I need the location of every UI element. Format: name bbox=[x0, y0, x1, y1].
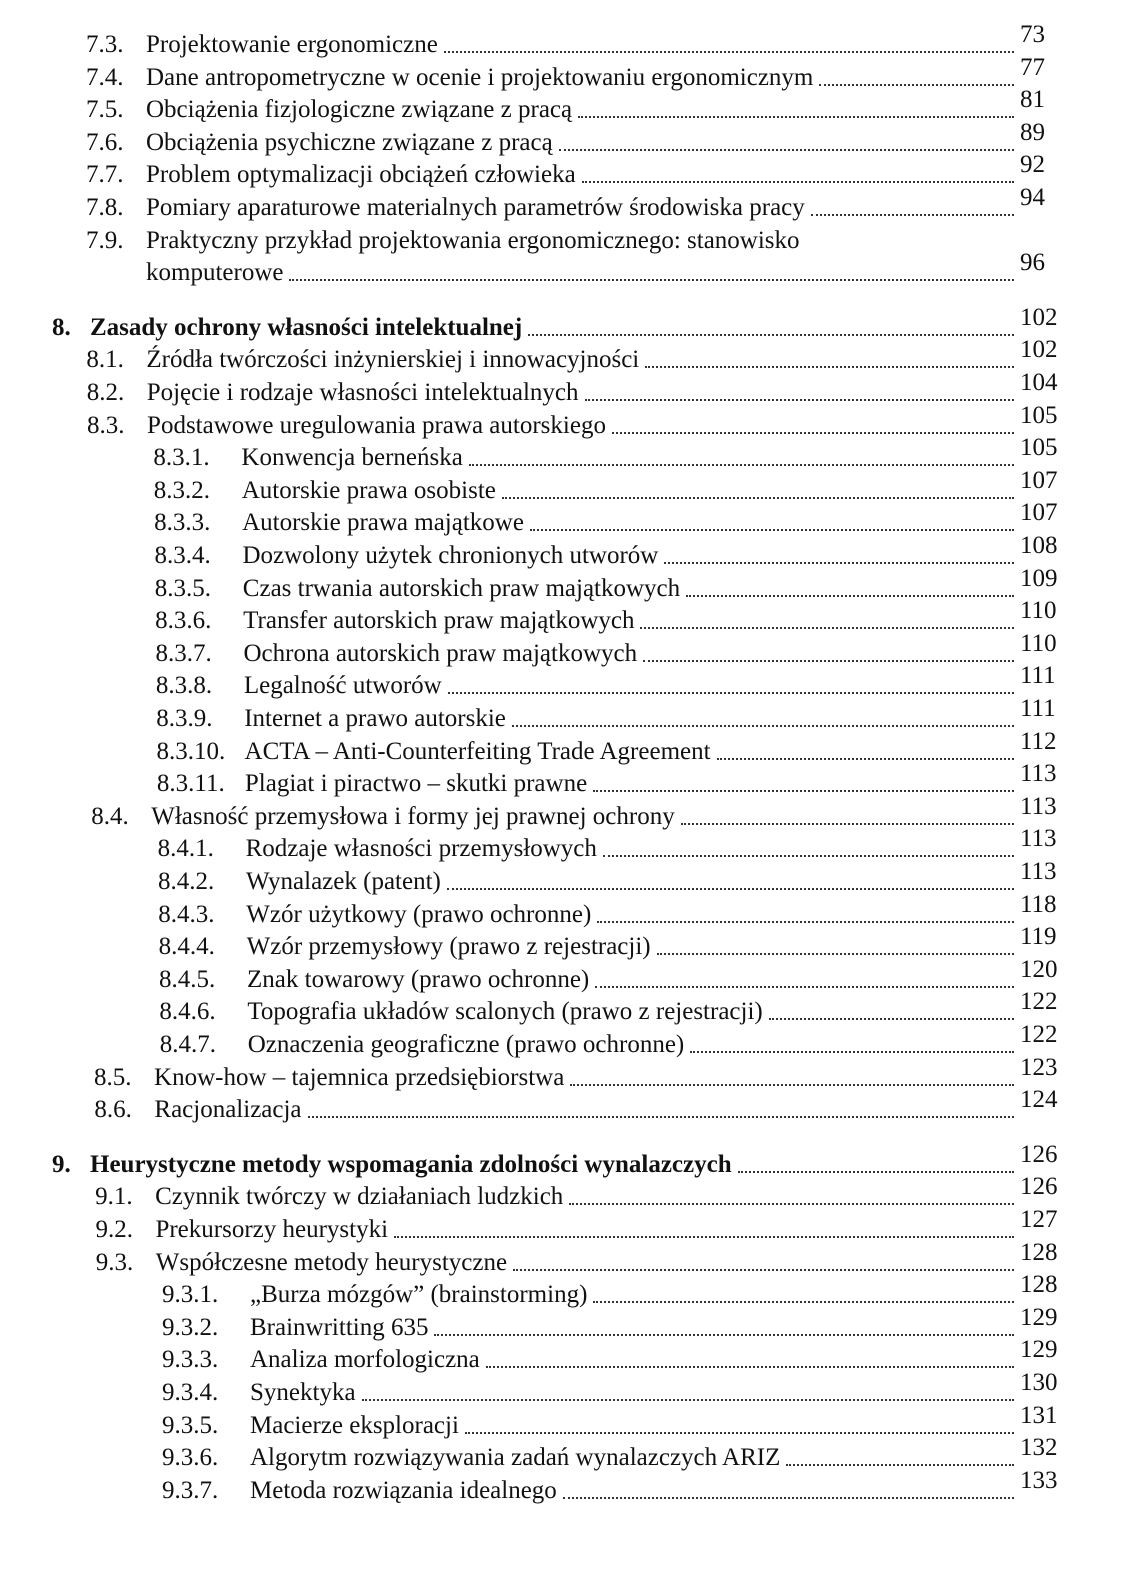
toc-dot-leader bbox=[448, 692, 1014, 694]
toc-entry-row bbox=[0, 184, 1122, 223]
toc-entry-title: Obciążenia fizjologiczne związane z pracą bbox=[146, 96, 573, 124]
toc-dot-leader bbox=[447, 888, 1014, 890]
toc-entry-number: 7.5. bbox=[86, 96, 124, 124]
toc-chapter-row bbox=[0, 303, 1122, 343]
toc-page-number: 120 bbox=[1020, 955, 1058, 983]
toc-entry-row bbox=[0, 825, 1122, 864]
toc-page-number: 113 bbox=[1019, 825, 1057, 853]
toc-entry-row bbox=[0, 369, 1122, 408]
toc-page-number: 123 bbox=[1019, 1053, 1058, 1081]
toc-entry-number: 9.3.5. bbox=[162, 1411, 219, 1439]
toc-entry-title: Autorskie prawa osobiste bbox=[241, 476, 496, 504]
toc-dot-leader bbox=[769, 1018, 1014, 1020]
toc-page-number: 102 bbox=[1019, 336, 1058, 364]
toc-entry-number: 8.4.3. bbox=[158, 900, 215, 928]
toc-page-number: 110 bbox=[1019, 597, 1057, 625]
toc-page-number: 96 bbox=[1020, 249, 1045, 277]
toc-page-number: 129 bbox=[1020, 1303, 1058, 1331]
toc-entry-title: Wzór użytkowy (prawo ochronne) bbox=[246, 900, 592, 928]
toc-page-number: 132 bbox=[1020, 1434, 1058, 1462]
toc-entry-number: 9.3.4. bbox=[162, 1379, 219, 1406]
toc-entry-row bbox=[0, 226, 1122, 256]
toc-entry-number: 8.4.4. bbox=[158, 933, 215, 961]
toc-dot-leader bbox=[308, 1116, 1014, 1118]
toc-entry-number: 8.3.7. bbox=[155, 639, 212, 667]
toc-dot-leader bbox=[394, 1236, 1014, 1238]
toc-entry-number: 8.3.4. bbox=[154, 542, 211, 569]
toc-entry-number: 8.3.1. bbox=[153, 444, 210, 472]
toc-dot-leader bbox=[681, 823, 1014, 825]
toc-entry-number: 9.3.7. bbox=[162, 1476, 219, 1504]
toc-entry-title: Brainwritting 635 bbox=[250, 1313, 429, 1341]
toc-entry-row bbox=[0, 1303, 1122, 1343]
toc-dot-leader bbox=[585, 399, 1014, 401]
toc-entry-number: 9.3.1. bbox=[162, 1281, 219, 1309]
toc-entry-title: Racjonalizacja bbox=[154, 1096, 302, 1124]
toc-entry-title: Autorskie prawa majątkowe bbox=[242, 509, 524, 537]
toc-dot-leader bbox=[578, 116, 1014, 118]
toc-entry-row bbox=[0, 401, 1122, 441]
toc-entry-row bbox=[0, 118, 1122, 158]
toc-entry-row bbox=[0, 1369, 1122, 1408]
toc-entry-number: 7.8. bbox=[86, 194, 124, 221]
toc-entry-number: 8.5. bbox=[94, 1063, 132, 1091]
toc-entry-title: Obciążenia psychiczne związane z pracą bbox=[146, 128, 553, 156]
toc-dot-leader bbox=[513, 1269, 1014, 1271]
toc-entry-title: Ochrona autorskich praw majątkowych bbox=[243, 639, 638, 667]
toc-entry-row bbox=[0, 151, 1122, 190]
toc-dot-leader bbox=[512, 725, 1014, 727]
toc-entry-title: Synektyka bbox=[250, 1379, 356, 1406]
toc-entry-row bbox=[0, 1206, 1122, 1245]
toc-entry-title: Algorytm rozwiązywania zadań wynalazczych ARIZ bbox=[250, 1444, 781, 1472]
toc-entry-title: „Burza mózgów” (brainstorming) bbox=[250, 1281, 588, 1309]
toc-entry-row bbox=[0, 1053, 1122, 1093]
toc-page-number: 122 bbox=[1019, 1021, 1058, 1048]
toc-entry-row bbox=[0, 1086, 1122, 1125]
toc-entry-row bbox=[0, 434, 1122, 473]
toc-entry-title: Współczesne metody heurystyczne bbox=[155, 1248, 508, 1276]
toc-entry-title: ACTA – Anti-Counterfeiting Trade Agreement bbox=[244, 737, 711, 765]
toc-dot-leader bbox=[469, 464, 1014, 466]
toc-entry-row bbox=[0, 597, 1122, 636]
toc-entry-number: 8.3.11. bbox=[156, 770, 225, 798]
toc-entry-row bbox=[0, 858, 1122, 897]
toc-entry-title: Praktyczny przykład projektowania ergonomicznego: stanowisko bbox=[146, 226, 800, 254]
toc-entry-row bbox=[0, 532, 1122, 571]
toc-entry-row bbox=[0, 1271, 1122, 1310]
toc-dot-leader bbox=[717, 758, 1014, 760]
toc-page-number: 124 bbox=[1019, 1086, 1058, 1114]
toc-dot-leader bbox=[530, 529, 1014, 531]
toc-entry-number: 7.7. bbox=[86, 161, 124, 189]
toc-entry-title: Transfer autorskich praw majątkowych bbox=[243, 607, 635, 635]
toc-entry-number: 8.3.9. bbox=[156, 705, 213, 732]
toc-dot-leader bbox=[563, 1497, 1014, 1499]
toc-entry-title: Wynalazek (patent) bbox=[245, 868, 441, 895]
toc-entry-row bbox=[0, 1401, 1122, 1441]
toc-page-number: 133 bbox=[1020, 1466, 1058, 1494]
toc-dot-leader bbox=[597, 921, 1014, 923]
toc-entry-row bbox=[0, 629, 1122, 669]
toc-entry-title: Legalność utworów bbox=[243, 672, 442, 700]
toc-dot-leader bbox=[738, 1171, 1014, 1173]
toc-dot-leader bbox=[582, 181, 1014, 183]
toc-entry-number: 9. bbox=[52, 1150, 71, 1178]
toc-page-number: 107 bbox=[1019, 499, 1058, 527]
toc-page-number: 102 bbox=[1020, 303, 1058, 331]
toc-entry-title: Topografia układów scalonych (prawo z rejestracji) bbox=[247, 998, 763, 1026]
toc-entry-row bbox=[0, 1466, 1122, 1506]
toc-entry-title: Metoda rozwiązania idealnego bbox=[250, 1476, 557, 1504]
toc-entry-number: 8.3.3. bbox=[154, 509, 211, 537]
toc-entry-title: Analiza morfologiczna bbox=[250, 1346, 480, 1374]
toc-entry-number: 8.3. bbox=[87, 411, 125, 439]
toc-entry-row bbox=[0, 336, 1122, 375]
toc-entry-row bbox=[0, 923, 1122, 962]
toc-page-number: 129 bbox=[1020, 1336, 1058, 1364]
toc-page-number: 107 bbox=[1020, 466, 1058, 494]
toc-entry-number: 8.3.2. bbox=[153, 476, 210, 504]
toc-entry-number: 9.2. bbox=[95, 1216, 133, 1243]
toc-entry-title: Rodzaje własności przemysłowych bbox=[245, 835, 597, 863]
toc-entry-row bbox=[0, 86, 1122, 125]
toc-entry-row bbox=[0, 564, 1122, 604]
toc-entry-title: Projektowanie ergonomiczne bbox=[146, 31, 438, 58]
toc-dot-leader bbox=[686, 595, 1014, 597]
toc-entry-row bbox=[0, 1238, 1122, 1278]
toc-entry-row bbox=[0, 466, 1122, 506]
toc-page-number: 118 bbox=[1019, 890, 1057, 918]
toc-entry-title: Zasady ochrony własności intelektualnej bbox=[90, 313, 523, 341]
toc-entry-row bbox=[0, 1021, 1122, 1060]
toc-page-number: 126 bbox=[1019, 1173, 1058, 1201]
toc-entry-title: Źródła twórczości inżynierskiej i innowacyjności bbox=[146, 346, 640, 374]
toc-dot-leader bbox=[444, 51, 1014, 53]
toc-entry-title: Własność przemysłowa i formy jej prawnej ochrony bbox=[151, 802, 675, 830]
toc-page-number: 119 bbox=[1019, 923, 1057, 951]
toc-dot-leader bbox=[559, 149, 1014, 151]
toc-page-number: 111 bbox=[1019, 662, 1056, 690]
toc-dot-leader bbox=[819, 84, 1014, 86]
toc-entry-number: 8.2. bbox=[86, 379, 125, 406]
toc-dot-leader bbox=[528, 334, 1014, 336]
toc-page-number: 81 bbox=[1020, 86, 1045, 114]
toc-entry-row bbox=[0, 792, 1122, 832]
toc-dot-leader bbox=[603, 855, 1014, 857]
toc-page-number: 92 bbox=[1020, 151, 1045, 179]
toc-dot-leader bbox=[570, 1084, 1014, 1086]
toc-entry-number: 9.3.3. bbox=[162, 1346, 219, 1374]
toc-entry-number: 8.3.6. bbox=[155, 607, 212, 635]
toc-page-number: 89 bbox=[1020, 118, 1045, 146]
toc-entry-number: 8.3.10. bbox=[156, 737, 226, 765]
toc-entry-title: Macierze eksploracji bbox=[250, 1411, 459, 1439]
toc-entry-title: komputerowe bbox=[146, 259, 284, 287]
toc-entry-number: 8.4. bbox=[91, 802, 129, 830]
toc-entry-row bbox=[0, 1336, 1122, 1375]
toc-entry-number: 8.3.5. bbox=[154, 574, 212, 602]
toc-entry-title: Znak towarowy (prawo ochronne) bbox=[247, 965, 590, 993]
toc-entry-title: Dane antropometryczne w ocenie i projektowaniu ergonomicznym bbox=[146, 63, 814, 91]
toc-entry-title: Plagiat i piractwo – skutki prawne bbox=[244, 770, 588, 798]
toc-page-number: 113 bbox=[1020, 792, 1057, 820]
toc-page-number: 105 bbox=[1019, 434, 1058, 462]
toc-entry-number: 7.3. bbox=[86, 31, 124, 58]
toc-page-number: 73 bbox=[1020, 21, 1045, 48]
toc-dot-leader bbox=[612, 432, 1014, 434]
toc-entry-title: Dozwolony użytek chronionych utworów bbox=[242, 542, 659, 569]
toc-entry-row bbox=[0, 499, 1122, 538]
toc-entry-number: 7.6. bbox=[86, 128, 124, 156]
toc-entry-number: 9.3.2. bbox=[162, 1313, 219, 1341]
toc-entry-row bbox=[0, 53, 1122, 93]
toc-entry-title: Internet a prawo autorskie bbox=[244, 705, 506, 732]
toc-entry-number: 7.9. bbox=[86, 226, 124, 254]
toc-entry-row bbox=[0, 727, 1122, 767]
toc-dot-leader bbox=[690, 1051, 1014, 1053]
toc-dot-leader bbox=[593, 1301, 1014, 1303]
toc-dot-leader bbox=[289, 279, 1014, 281]
toc-page-number: 127 bbox=[1019, 1206, 1058, 1233]
toc-entry-number: 9.3.6. bbox=[162, 1444, 219, 1472]
toc-entry-number: 8.4.2. bbox=[157, 868, 215, 895]
toc-dot-leader bbox=[434, 1334, 1014, 1336]
toc-page-number: 77 bbox=[1020, 53, 1045, 81]
toc-entry-number: 8. bbox=[52, 313, 71, 341]
toc-page-number: 110 bbox=[1020, 629, 1057, 657]
toc-entry-number: 8.4.6. bbox=[159, 998, 216, 1026]
toc-dot-leader bbox=[465, 1432, 1014, 1434]
toc-entry-title: Problem optymalizacji obciążeń człowieka bbox=[146, 161, 576, 189]
toc-entry-number: 9.3. bbox=[95, 1248, 134, 1276]
toc-page-number: 130 bbox=[1020, 1369, 1058, 1396]
toc-entry-title: Oznaczenia geograficzne (prawo ochronne) bbox=[247, 1031, 685, 1058]
toc-entry-number: 7.4. bbox=[86, 63, 124, 91]
toc-entry-title: Konwencja berneńska bbox=[241, 444, 463, 472]
toc-page-number: 112 bbox=[1019, 727, 1057, 755]
toc-page-number: 104 bbox=[1019, 369, 1058, 396]
toc-page-number: 128 bbox=[1020, 1271, 1058, 1299]
toc-dot-leader bbox=[640, 627, 1014, 629]
toc-entry-number: 8.4.7. bbox=[159, 1031, 216, 1058]
toc-entry-row bbox=[0, 249, 1122, 288]
toc-entry-row bbox=[0, 1173, 1122, 1212]
toc-page-number: 113 bbox=[1019, 858, 1057, 885]
toc-dot-leader bbox=[593, 790, 1014, 792]
toc-entry-number: 8.1. bbox=[86, 346, 124, 374]
toc-chapter-row bbox=[0, 1140, 1122, 1180]
toc-entry-title: Wzór przemysłowy (prawo z rejestracji) bbox=[246, 933, 651, 961]
toc-entry-number: 9.1. bbox=[95, 1183, 133, 1211]
toc-dot-leader bbox=[502, 497, 1014, 499]
toc-page-number: 108 bbox=[1019, 532, 1058, 559]
toc-page-number: 109 bbox=[1019, 564, 1058, 592]
toc-entry-title: Know-how – tajemnica przedsiębiorstwa bbox=[154, 1063, 565, 1091]
toc-dot-leader bbox=[645, 366, 1014, 368]
toc-page-number: 94 bbox=[1020, 184, 1045, 211]
toc-entry-number: 8.6. bbox=[94, 1096, 132, 1124]
toc-entry-row bbox=[0, 662, 1122, 701]
toc-dot-leader bbox=[811, 214, 1014, 216]
toc-page-number: 131 bbox=[1020, 1401, 1058, 1429]
toc-entry-title: Czas trwania autorskich praw majątkowych bbox=[242, 574, 681, 602]
toc-entry-row bbox=[0, 988, 1122, 1027]
toc-entry-row bbox=[0, 21, 1122, 60]
toc-entry-row bbox=[0, 760, 1122, 799]
toc-entry-title: Czynnik twórczy w działaniach ludzkich bbox=[155, 1183, 564, 1211]
toc-dot-leader bbox=[664, 562, 1014, 564]
toc-page-number: 122 bbox=[1019, 988, 1058, 1016]
toc-entry-row bbox=[0, 1434, 1122, 1473]
toc-entry-number: 8.4.5. bbox=[159, 965, 216, 993]
toc-dot-leader bbox=[569, 1203, 1014, 1205]
toc-page-number: 105 bbox=[1019, 401, 1058, 429]
toc-dot-leader bbox=[595, 986, 1014, 988]
toc-entry-title: Heurystyczne metody wspomagania zdolności wynalazczych bbox=[90, 1150, 732, 1178]
toc-entry-number: 8.4.1. bbox=[157, 835, 214, 863]
toc-entry-title: Podstawowe uregulowania prawa autorskiego bbox=[147, 411, 606, 439]
toc-page-number: 128 bbox=[1019, 1238, 1058, 1266]
toc-page-number: 111 bbox=[1019, 695, 1056, 722]
toc-entry-row bbox=[0, 955, 1122, 995]
toc-entry-row bbox=[0, 890, 1122, 930]
toc-dot-leader bbox=[486, 1366, 1014, 1368]
toc-dot-leader bbox=[362, 1399, 1014, 1401]
toc-entry-title: Pojęcie i rodzaje własności intelektualnych bbox=[146, 379, 579, 406]
toc-dot-leader bbox=[786, 1464, 1014, 1466]
toc-page-number: 126 bbox=[1020, 1140, 1058, 1168]
toc-entry-title: Prekursorzy heurystyki bbox=[155, 1216, 389, 1243]
toc-page-number: 113 bbox=[1019, 760, 1057, 788]
toc-dot-leader bbox=[657, 953, 1014, 955]
toc-entry-title: Pomiary aparaturowe materialnych parametrów środowiska pracy bbox=[146, 194, 805, 221]
toc-entry-row bbox=[0, 695, 1122, 734]
toc-entry-number: 8.3.8. bbox=[155, 672, 213, 700]
toc-dot-leader bbox=[643, 660, 1014, 662]
